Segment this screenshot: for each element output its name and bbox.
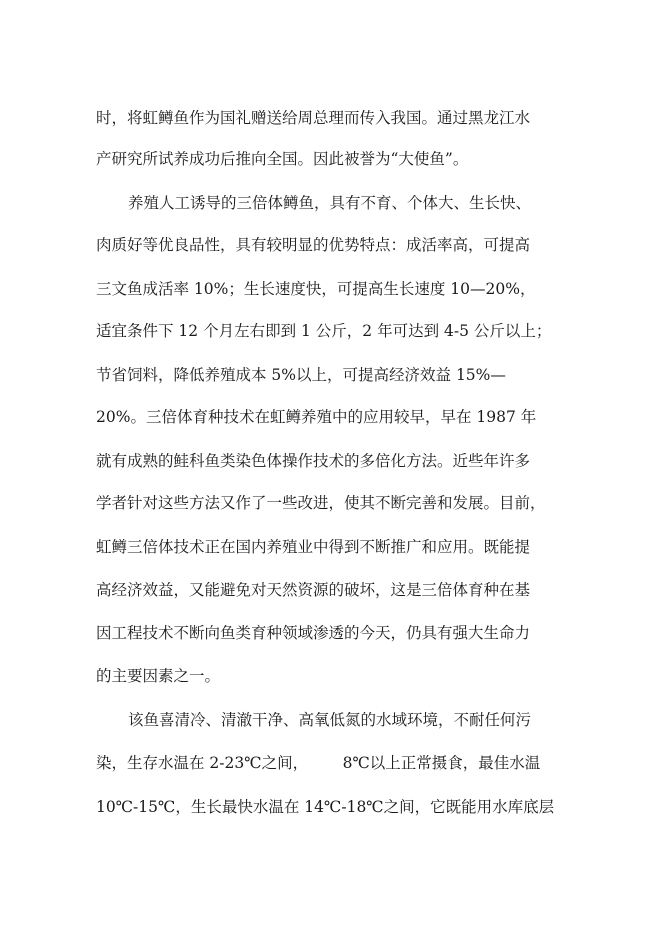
- text-line: 虹鳟三倍体技术正在国内养殖业中得到不断推广和应用。既能提: [96, 538, 531, 556]
- text-line: 产研究所试养成功后推向全国。因此被誉为“大使鱼”。: [96, 150, 469, 168]
- text-line: 三文鱼成活率 10%；生长速度快，可提高生长速度 10—20%，: [96, 280, 536, 298]
- text-line: 染，生存水温在 2-23℃之间， 8℃以上正常摄食，最佳水温: [96, 754, 541, 772]
- text-line: 肉质好等优良品性，具有较明显的优势特点：成活率高，可提高: [96, 236, 531, 254]
- text-line: 养殖人工诱导的三倍体鳟鱼，具有不育、个体大、生长快、: [128, 194, 532, 212]
- text-line: 高经济效益，又能避免对天然资源的破坏，这是三倍体育种在基: [96, 581, 531, 599]
- text-line: 适宜条件下 12 个月左右即到 1 公斤，2 年可达到 4-5 公斤以上；: [96, 322, 552, 340]
- text-line: 的主要因素之一。: [96, 667, 221, 685]
- text-line: 就有成熟的鲑科鱼类染色体操作技术的多倍化方法。近些年许多: [96, 452, 531, 470]
- text-line: 20%。三倍体育种技术在虹鳟养殖中的应用较早，早在 1987 年: [96, 408, 537, 426]
- text-line: 学者针对这些方法又作了一些改进，使其不断完善和发展。目前，: [96, 494, 546, 512]
- text-line: 10℃-15℃，生长最快水温在 14℃-18℃之间，它既能用水库底层: [96, 798, 555, 816]
- text-line: 时，将虹鳟鱼作为国礼赠送给周总理而传入我国。通过黑龙江水: [96, 109, 531, 127]
- text-line: 因工程技术不断向鱼类育种领域渗透的今天，仍具有强大生命力: [96, 624, 531, 642]
- text-line: 节省饲料，降低养殖成本 5%以上，可提高经济效益 15%—: [96, 366, 506, 384]
- text-line: 该鱼喜清冷、清澈干净、高氧低氮的水域环境，不耐任何污: [128, 711, 532, 729]
